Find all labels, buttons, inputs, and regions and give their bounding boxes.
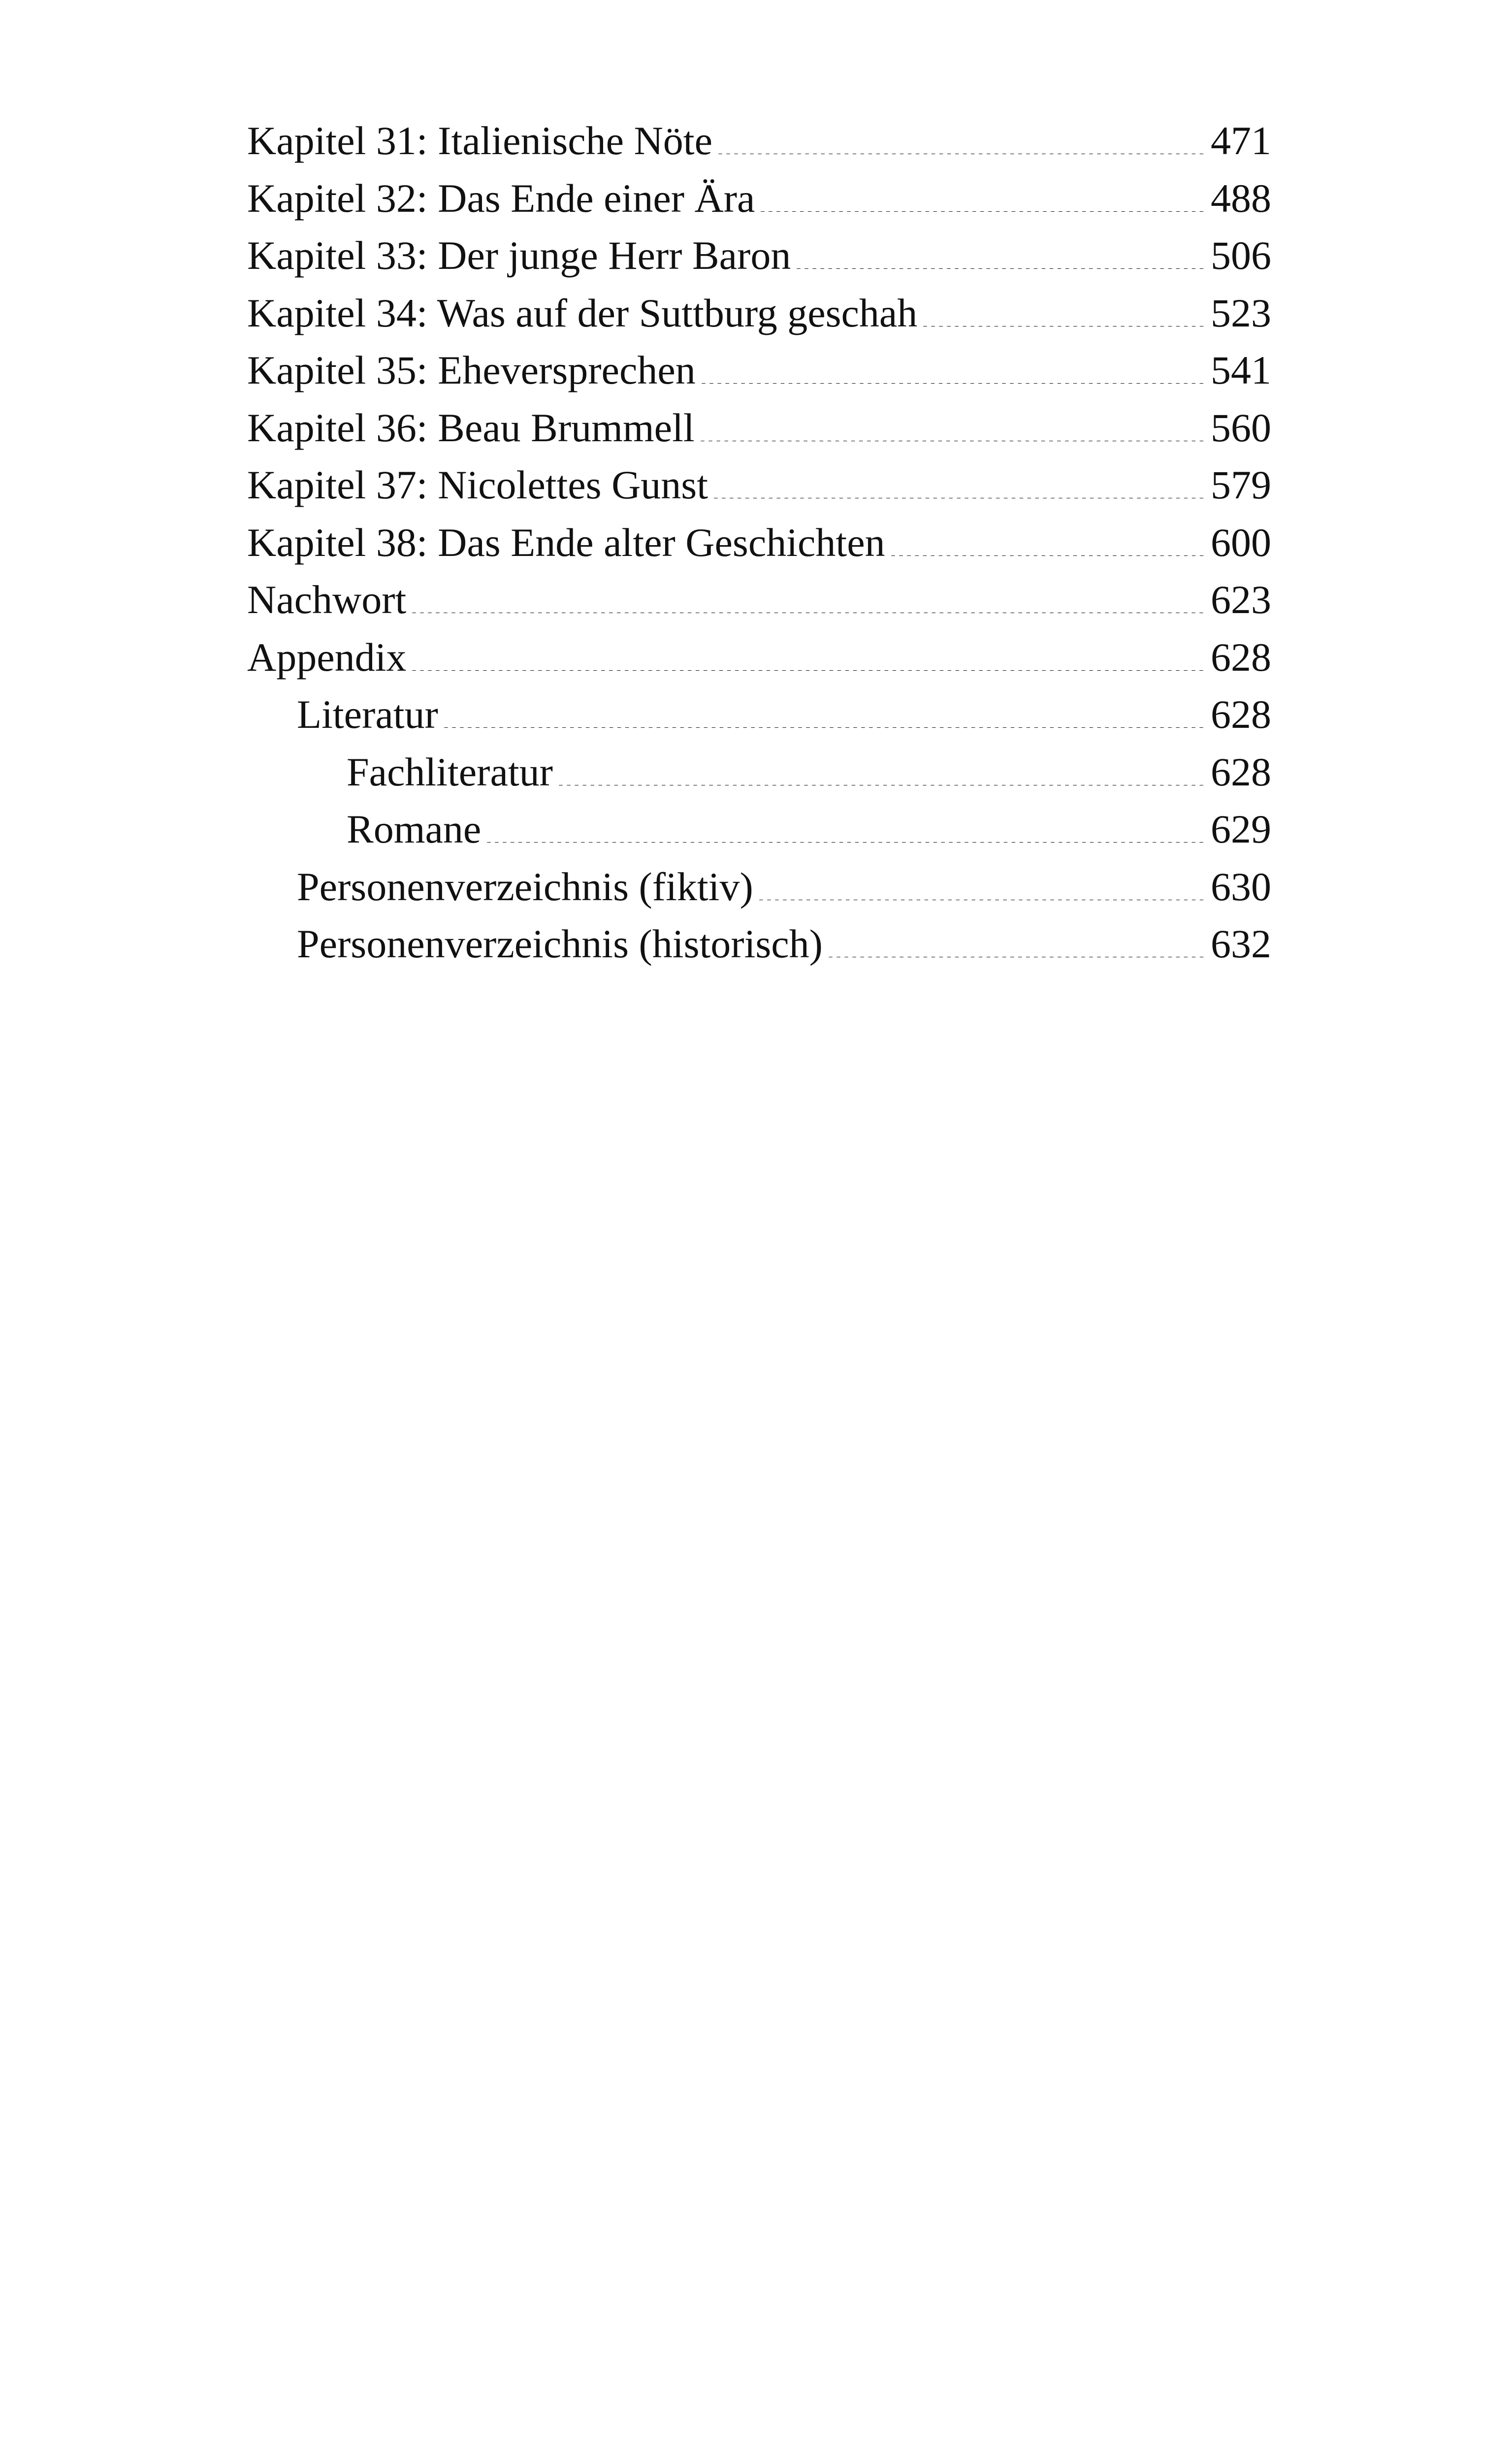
toc-entry-title: Literatur bbox=[297, 692, 438, 737]
toc-entry[interactable] bbox=[247, 858, 1271, 916]
toc-entry-title: Fachliteratur bbox=[347, 749, 553, 794]
toc-entry[interactable] bbox=[247, 801, 1271, 858]
toc-entry-page: 628 bbox=[1211, 634, 1271, 680]
dot-leader bbox=[891, 555, 1204, 556]
toc-entry-page: 488 bbox=[1211, 175, 1271, 221]
dot-leader bbox=[702, 383, 1204, 384]
toc-entry[interactable] bbox=[247, 112, 1271, 170]
dot-leader bbox=[761, 211, 1204, 212]
toc-entry-title: Kapitel 33: Der junge Herr Baron bbox=[247, 233, 791, 278]
toc-entry-title: Kapitel 36: Beau Brummell bbox=[247, 405, 695, 450]
toc-entry-page: 560 bbox=[1211, 405, 1271, 450]
dot-leader bbox=[444, 727, 1204, 728]
toc-entry-page: 629 bbox=[1211, 807, 1271, 851]
toc-entry-title: Appendix bbox=[247, 634, 407, 680]
toc-entry[interactable] bbox=[247, 686, 1271, 744]
toc-entry[interactable] bbox=[247, 744, 1271, 801]
toc-entry[interactable] bbox=[247, 571, 1271, 629]
toc-entry-title: Kapitel 35: Eheversprechen bbox=[247, 348, 696, 392]
toc-entry-page: 506 bbox=[1211, 233, 1271, 278]
toc-entry-page: 523 bbox=[1211, 290, 1271, 335]
toc-entry[interactable] bbox=[247, 227, 1271, 285]
toc-entry[interactable] bbox=[247, 915, 1271, 973]
toc-entry-page: 541 bbox=[1211, 348, 1271, 392]
dot-leader bbox=[412, 670, 1204, 671]
toc-entry[interactable] bbox=[247, 629, 1271, 686]
table-of-contents bbox=[247, 112, 1271, 973]
toc-entry-title: Kapitel 38: Das Ende alter Geschichten bbox=[247, 520, 885, 565]
toc-entry[interactable] bbox=[247, 170, 1271, 228]
toc-entry-page: 471 bbox=[1211, 118, 1271, 163]
toc-entry-page: 630 bbox=[1211, 864, 1271, 909]
toc-entry-title: Kapitel 34: Was auf der Suttburg geschah bbox=[247, 290, 918, 335]
toc-entry-page: 628 bbox=[1211, 692, 1271, 737]
toc-entry[interactable] bbox=[247, 285, 1271, 342]
toc-entry-page: 579 bbox=[1211, 462, 1271, 507]
toc-entry-page: 600 bbox=[1211, 520, 1271, 565]
toc-entry-page: 623 bbox=[1211, 577, 1271, 622]
toc-entry-title: Kapitel 32: Das Ende einer Ära bbox=[247, 175, 755, 221]
toc-entry[interactable] bbox=[247, 514, 1271, 572]
dot-leader bbox=[797, 268, 1204, 269]
toc-entry[interactable] bbox=[247, 456, 1271, 514]
toc-entry-title: Nachwort bbox=[247, 577, 407, 622]
toc-entry[interactable] bbox=[247, 399, 1271, 457]
dot-leader bbox=[487, 842, 1204, 843]
toc-entry[interactable] bbox=[247, 342, 1271, 399]
toc-entry-page: 628 bbox=[1211, 749, 1271, 794]
toc-entry-page: 632 bbox=[1211, 921, 1271, 966]
toc-entry-title: Kapitel 31: Italienische Nöte bbox=[247, 118, 712, 163]
toc-entry-title: Romane bbox=[347, 807, 482, 851]
toc-entry-title: Personenverzeichnis (historisch) bbox=[297, 921, 823, 966]
toc-entry-title: Kapitel 37: Nicolettes Gunst bbox=[247, 462, 708, 507]
toc-entry-title: Personenverzeichnis (fiktiv) bbox=[297, 864, 753, 909]
